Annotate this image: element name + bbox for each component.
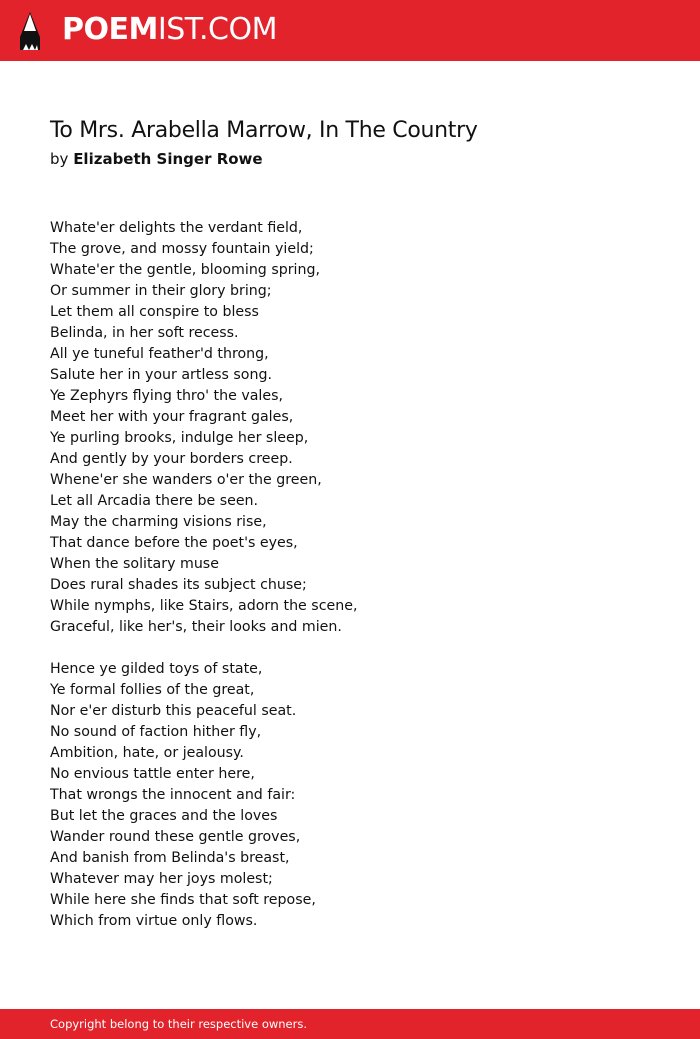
poem-line: Ambition, hate, or jealousy. [50,745,244,761]
poem-line: Graceful, like her's, their looks and mien. [50,619,342,635]
poem-line: Ye purling brooks, indulge her sleep, [50,430,309,446]
logo-brand-light: IST.COM [157,12,277,47]
poem-line: And gently by your borders creep. [50,451,293,467]
poem-line: Does rural shades its subject chuse; [50,577,307,593]
byline [50,148,263,170]
poem-line: Ye Zephyrs flying thro' the vales, [50,388,283,404]
author-name: Elizabeth Singer Rowe [73,150,263,168]
poem-body [50,218,650,953]
poem-line: Belinda, in her soft recess. [50,325,239,341]
poem-line: Whate'er the gentle, blooming spring, [50,262,321,278]
site-logo[interactable] [62,12,277,48]
site-header [0,0,700,61]
by-label: by [50,150,69,168]
site-footer [0,1009,700,1039]
poem-line: Which from virtue only flows. [50,913,258,929]
poem-line: Or summer in their glory bring; [50,283,272,299]
poem-line: Whate'er delights the verdant field, [50,220,303,236]
poem-line: Wander round these gentle groves, [50,829,301,845]
copyright-notice: Copyright belong to their respective owners. [50,1017,308,1031]
poem-line: No envious tattle enter here, [50,766,255,782]
poem-line: Salute her in your artless song. [50,367,272,383]
poem-line: All ye tuneful feather'd throng, [50,346,269,362]
poem-stanza [50,659,650,932]
poem-line: Meet her with your fragrant gales, [50,409,294,425]
poem-line: Whatever may her joys molest; [50,871,273,887]
poem-line: Whene'er she wanders o'er the green, [50,472,322,488]
poem-line: Ye formal follies of the great, [50,682,255,698]
poem-line: May the charming visions rise, [50,514,267,530]
poem-line: Hence ye gilded toys of state, [50,661,263,677]
poem-line: That dance before the poet's eyes, [50,535,298,551]
poem-line: While nymphs, like Stairs, adorn the scene, [50,598,358,614]
poem-stanza [50,218,650,638]
poem-line: That wrongs the innocent and fair: [50,787,296,803]
poem-line: The grove, and mossy fountain yield; [50,241,314,257]
poem-line: Nor e'er disturb this peaceful seat. [50,703,297,719]
logo-brand-bold: POEM [62,12,158,47]
pen-nib-icon [18,11,42,51]
poem-line: While here she finds that soft repose, [50,892,316,908]
poem-line: Let them all conspire to bless [50,304,259,320]
poem-line: When the solitary muse [50,556,219,572]
poem-line: Let all Arcadia there be seen. [50,493,259,509]
poem-line: No sound of faction hither fly, [50,724,262,740]
poem-line: And banish from Belinda's breast, [50,850,290,866]
poem-title: To Mrs. Arabella Marrow, In The Country [50,118,478,143]
poem-line: But let the graces and the loves [50,808,278,824]
